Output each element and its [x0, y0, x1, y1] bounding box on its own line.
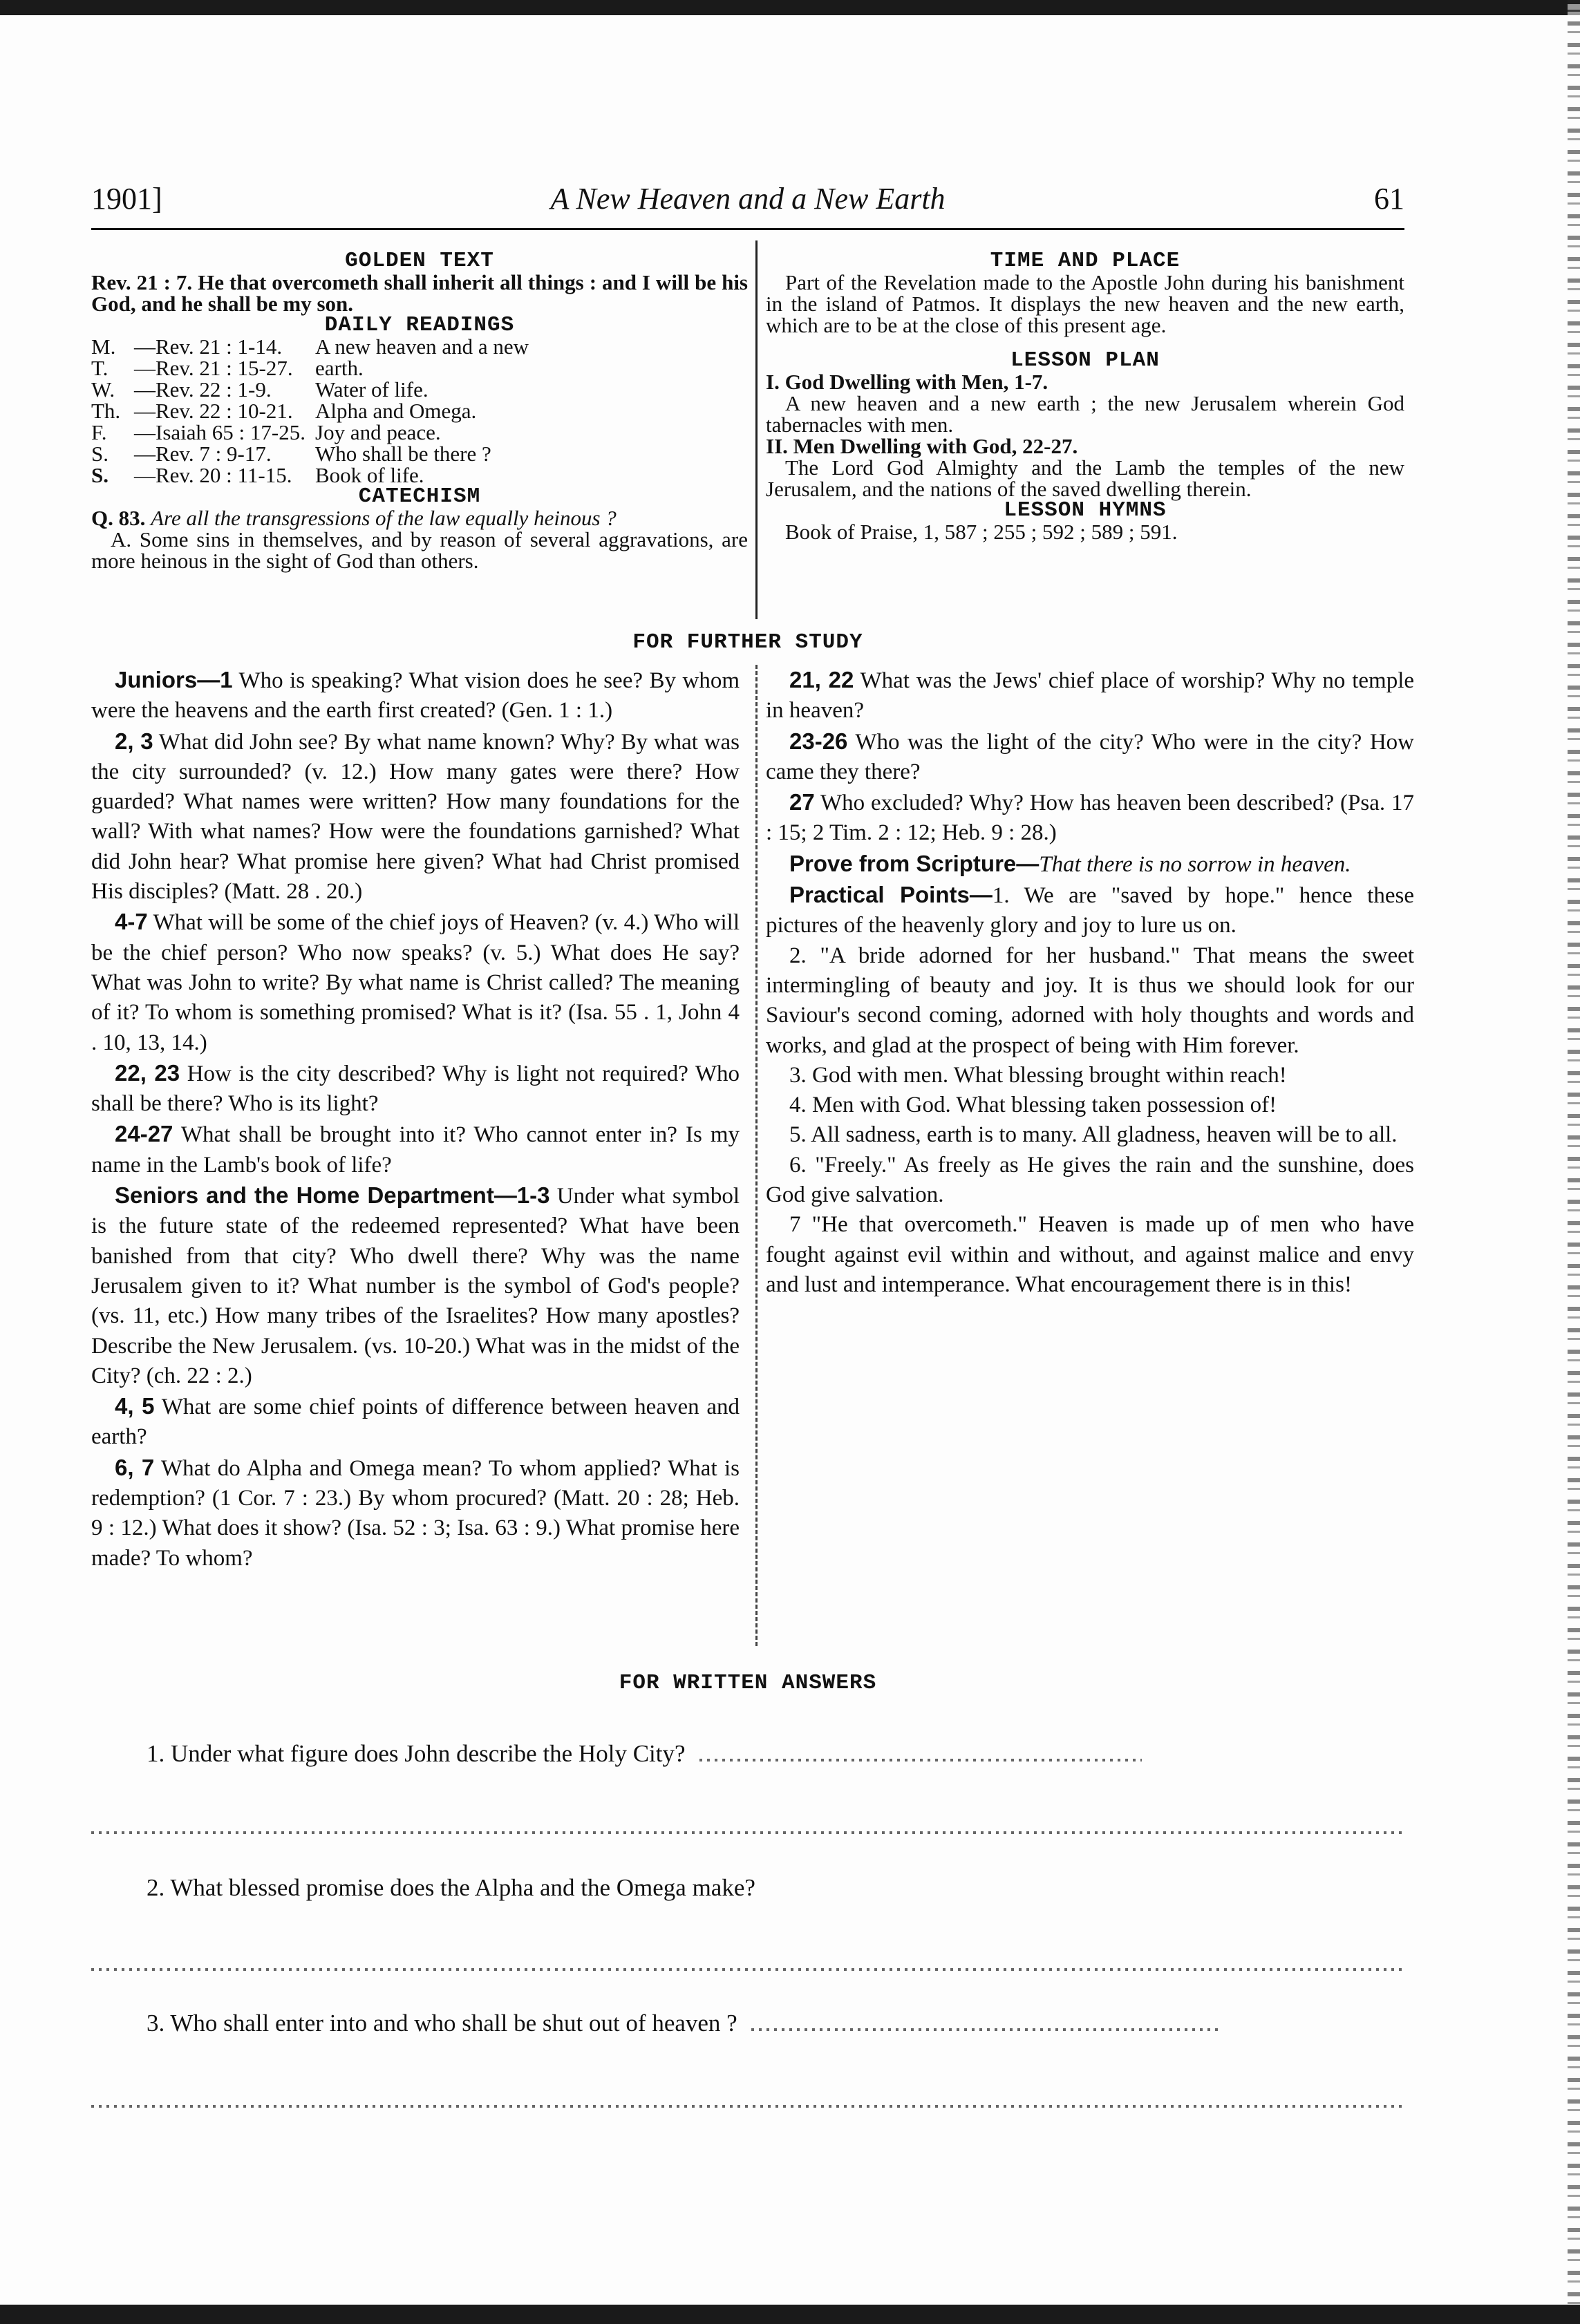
lesson-plan-part2-head: II. Men Dwelling with God, 22-27.	[766, 434, 1078, 458]
seniors-6-7-lead: 6, 7	[115, 1454, 155, 1480]
reading-row	[91, 357, 748, 379]
lesson-hymns-body: Book of Praise, 1, 587 ; 255 ; 592 ; 589 ; 591.	[785, 520, 1178, 544]
lesson-plan-part2-body: The Lord God Almighty and the Lamb the temples of the new Jerusalem, and the nations of the saved dwelling therein.	[766, 455, 1404, 501]
reading-title: Joy and peace.	[315, 420, 441, 444]
juniors-lead: Juniors—1	[115, 667, 233, 692]
written-answers-heading: FOR WRITTEN ANSWERS	[619, 1671, 877, 1695]
reading-row	[91, 379, 748, 400]
juniors-4-7-paragraph	[91, 907, 740, 1057]
seniors-6-7-text: What do Alpha and Omega mean? To whom applied? What is redemption? (1 Cor. 7 : 23.) By whom procured? (Matt. 20 : 28; Heb. 9 : 12.) What does it show? (Isa. 52 : 3; Isa. 63 : 9.) What promise here made? To whom?	[91, 1455, 740, 1571]
juniors-24-27-lead: 24-27	[115, 1121, 173, 1147]
answer-line[interactable]	[91, 1831, 1404, 1834]
column-divider-top	[755, 240, 758, 619]
reading-ref: —Rev. 21 : 1-14.	[134, 334, 283, 359]
daily-readings-heading: DAILY READINGS	[324, 313, 515, 337]
reading-day: W.	[91, 377, 115, 401]
column-divider-middle	[755, 665, 758, 1646]
golden-text-heading: GOLDEN TEXT	[345, 249, 494, 273]
prove-lead: Prove from Scripture—	[789, 850, 1040, 876]
answer-line[interactable]	[751, 2028, 1221, 2031]
reading-ref: —Rev. 20 : 11-15.	[134, 463, 292, 487]
juniors-text: Who is speaking? What vision does he see? By whom were the heavens and the earth first created? (Gen. 1 : 1.)	[91, 668, 740, 724]
seniors-4-5-text: What are some chief points of difference between heaven and earth?	[91, 1395, 740, 1450]
time-place-heading: TIME AND PLACE	[990, 249, 1181, 273]
golden-text-body: Rev. 21 : 7. He that overcometh shall inherit all things : and I will be his God, and he shall be my son.	[91, 270, 748, 316]
reading-ref: —Rev. 22 : 10-21.	[134, 399, 293, 423]
practical-point-2: 2. "A bride adorned for her husband." That means the sweet intermingling of beauty and joy. It is thus we should look for our Saviour's second coming, adorned with holy thoughts and words and works, and glad at the prospect of being with Him forever.	[766, 943, 1414, 1058]
right-top-block	[766, 250, 1404, 542]
seniors-6-7-paragraph	[91, 1453, 740, 1574]
scan-right-edge	[1568, 0, 1580, 2324]
catechism-q-text: Are all the transgressions of the law equally heinous ?	[151, 506, 617, 530]
answer-line[interactable]	[91, 1968, 1404, 1971]
practical-point-5: 5. All sadness, earth is to many. All gladness, heaven will be to all.	[789, 1122, 1398, 1148]
lesson-plan-part1-head: I. God Dwelling with Men, 1-7.	[766, 370, 1048, 394]
seniors-4-5-paragraph	[91, 1391, 740, 1453]
juniors-2-3-lead: 2, 3	[115, 728, 153, 754]
reading-ref: —Rev. 7 : 9-17.	[134, 442, 272, 466]
answer-line[interactable]	[699, 1759, 1142, 1761]
catechism-answer: A. Some sins in themselves, and by reason of several aggravations, are more heinous in the sight of God than others.	[91, 527, 748, 573]
written-question-1	[147, 1740, 1404, 1768]
juniors-paragraph	[91, 665, 740, 726]
seniors-lead: Seniors and the Home Department—1-3	[115, 1182, 550, 1209]
lesson-plan-part1-body: A new heaven and a new earth ; the new Jerusalem wherein God tabernacles with men.	[766, 391, 1404, 437]
written-question-3	[147, 2010, 1404, 2037]
juniors-2-3-paragraph	[91, 726, 740, 907]
seniors-23-26-lead: 23-26	[789, 728, 848, 754]
juniors-22-23-lead: 22, 23	[115, 1059, 180, 1086]
catechism-heading: CATECHISM	[358, 484, 481, 509]
seniors-21-22-text: What was the Jews' chief place of worship? Why no temple in heaven?	[766, 668, 1415, 724]
reading-row	[91, 336, 748, 357]
practical-point-6: 6. "Freely." As freely as He gives the rain and the sunshine, does God give salvation.	[766, 1152, 1414, 1208]
juniors-24-27-paragraph	[91, 1119, 740, 1180]
further-study-heading: FOR FURTHER STUDY	[632, 630, 863, 654]
header-year: 1901]	[91, 182, 162, 216]
reading-day: M.	[91, 334, 116, 359]
question-1-text: 1. Under what figure does John describe the Holy City?	[147, 1740, 693, 1767]
reading-title: Water of life.	[315, 377, 429, 401]
page-header	[91, 181, 1404, 223]
seniors-23-26-text: Who was the light of the city? Who were in the city? How came they there?	[766, 729, 1415, 784]
seniors-text: Under what symbol is the future state of the redeemed represented? What have been banished from that city? Who dwell there? Why was the name Jerusalem given to it? What number is the symbol of God's people? (vs. 11, etc.) How many tribes of the Israelites? How many apostles? Describe the New Jerusalem. (vs. 10-20.) What was in the midst of the City? (ch. 22 : 2.)	[91, 1184, 740, 1388]
practical-point-7: 7 "He that overcometh." Heaven is made up of men who have fought against evil within and without, and against malice and envy and lust and intemperance. What encouragement there is in this!	[766, 1212, 1414, 1297]
practical-point-4: 4. Men with God. What blessing taken possession of!	[789, 1093, 1277, 1118]
scan-top-border	[0, 0, 1580, 15]
seniors-21-22-lead: 21, 22	[789, 667, 854, 692]
scan-bottom-border	[0, 2305, 1580, 2324]
question-3-text: 3. Who shall enter into and who shall be shut out of heaven ?	[147, 2010, 744, 2037]
seniors-4-5-lead: 4, 5	[115, 1393, 155, 1419]
prove-from-scripture	[766, 849, 1414, 880]
time-place-body: Part of the Revelation made to the Apostle John during his banishment in the island of Patmos. It displays the new heaven and the new earth, which are to be at the close of this present age.	[766, 270, 1404, 337]
reading-ref: —Isaiah 65 : 17-25.	[134, 420, 305, 444]
question-2-text: 2. What blessed promise does the Alpha and the Omega make?	[147, 1874, 762, 1901]
juniors-4-7-text: What will be some of the chief joys of Heaven? (v. 4.) Who will be the chief person? Who now speaks? (v. 5.) What does He say? What was John to write? By what name is Christ called? The meaning of it? To whom is something promised? What is it? (Isa. 55 . 1, John 4 . 10, 13, 14.)	[91, 910, 740, 1055]
seniors-21-22-paragraph	[766, 665, 1414, 726]
reading-title: earth.	[315, 356, 364, 380]
further-study-left-column	[91, 665, 740, 1574]
juniors-22-23-paragraph	[91, 1058, 740, 1120]
reading-title: A new heaven and a new	[315, 334, 529, 359]
seniors-paragraph	[91, 1180, 740, 1391]
practical-point-3: 3. God with men. What blessing brought within reach!	[789, 1062, 1287, 1088]
reading-day: Th.	[91, 399, 121, 423]
lesson-plan-heading: LESSON PLAN	[1010, 348, 1160, 372]
practical-point-text: 1. We are "saved by hope." hence these pictures of the heavenly glory and joy to lure us on.	[766, 883, 1414, 938]
reading-row	[91, 443, 748, 464]
catechism-question	[91, 507, 748, 529]
header-title: A New Heaven and a New Earth	[550, 182, 946, 216]
seniors-27-paragraph	[766, 787, 1414, 849]
reading-title: Who shall be there ?	[315, 442, 491, 466]
reading-row	[91, 422, 748, 443]
reading-row	[91, 400, 748, 422]
page-number: 61	[1374, 182, 1404, 216]
juniors-22-23-text: How is the city described? Why is light not required? Who shall be there? Who is its light?	[91, 1061, 740, 1117]
seniors-27-text: Who excluded? Why? How has heaven been described? (Psa. 17 : 15; 2 Tim. 2 : 12; Heb. 9 : 28.)	[766, 791, 1414, 846]
juniors-2-3-text: What did John see? By what name known? Why? By what was the city surrounded? (v. 12.) How many gates were there? How guarded? What names were written? How many foundations for the wall? With what names? How were the foundations garnished? What did John hear? What promise here given? What had Christ promised His disciples? (Matt. 28 . 20.)	[91, 729, 740, 905]
reading-day: F.	[91, 420, 107, 444]
reading-day: S.	[91, 463, 109, 487]
prove-text: That there is no sorrow in heaven.	[1039, 851, 1351, 877]
daily-readings-list	[91, 336, 748, 486]
reading-day: S.	[91, 442, 109, 466]
seniors-23-26-paragraph	[766, 726, 1414, 788]
reading-ref: —Rev. 21 : 15-27.	[134, 356, 293, 380]
reading-day: T.	[91, 356, 109, 380]
reading-ref: —Rev. 22 : 1-9.	[134, 377, 272, 401]
practical-points-1	[766, 880, 1414, 941]
reading-title: Alpha and Omega.	[315, 399, 477, 423]
practical-lead: Practical Points—	[789, 882, 993, 908]
left-top-block	[91, 250, 748, 571]
further-study-right-column	[766, 665, 1414, 1300]
lesson-hymns-heading: LESSON HYMNS	[1004, 498, 1167, 522]
header-rule	[91, 228, 1404, 230]
seniors-27-lead: 27	[789, 789, 815, 815]
catechism-q-label: Q. 83.	[91, 506, 146, 530]
reading-title: Book of life.	[315, 463, 424, 487]
answer-line[interactable]	[91, 2105, 1404, 2108]
reading-row	[91, 464, 748, 486]
written-question-2	[147, 1874, 1404, 1902]
juniors-4-7-lead: 4-7	[115, 909, 148, 935]
juniors-24-27-text: What shall be brought into it? Who cannot enter in? Is my name in the Lamb's book of life?	[91, 1122, 740, 1178]
